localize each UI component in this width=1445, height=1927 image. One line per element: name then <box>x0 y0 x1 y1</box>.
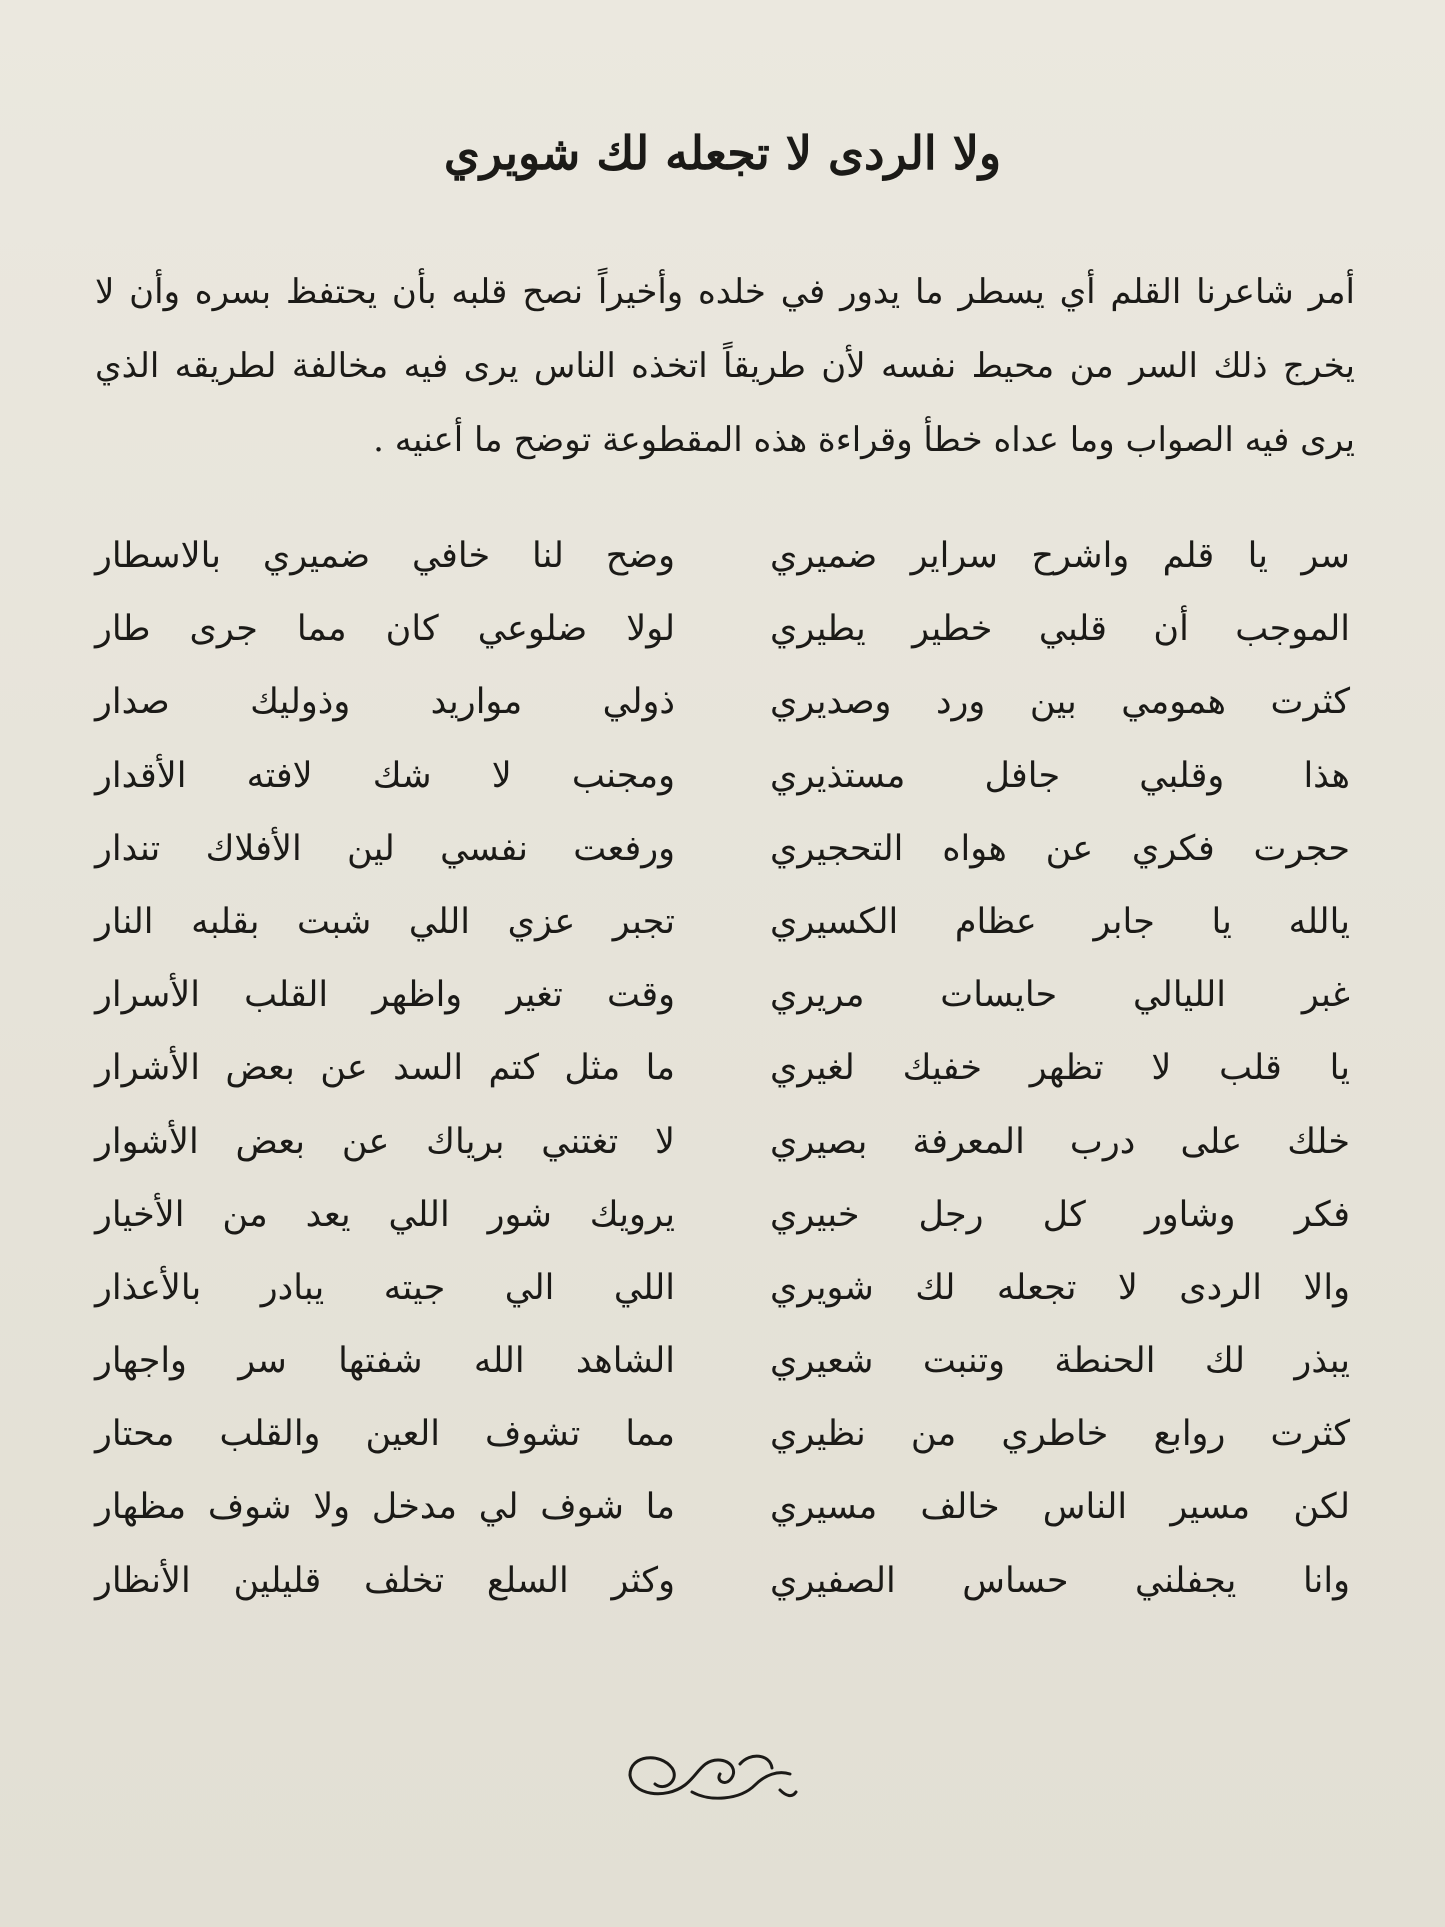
verse-line: غبر الليالي حايسات مريري <box>770 975 1350 1016</box>
verse-line: ما شوف لي مدخل ولا شوف مظهار <box>95 1487 675 1528</box>
verse-line: تجبر عزي اللي شبت بقلبه النار <box>95 901 675 942</box>
verse-line: يبذر لك الحنطة وتنبت شعيري <box>770 1341 1350 1382</box>
verse-line: لكن مسير الناس خالف مسيري <box>770 1487 1350 1528</box>
verse-line: خلك على درب المعرفة بصيري <box>770 1121 1350 1162</box>
verse-line: وانا يجفلني حساس الصفيري <box>770 1560 1350 1601</box>
verse-line: مما تشوف العين والقلب محتار <box>95 1414 675 1455</box>
verse-line: ذولي مواريد وذوليك صدار <box>95 682 675 723</box>
verse-line: وضح لنا خافي ضميري بالاسطار <box>95 536 675 576</box>
verse-line: لا تغتني برياك عن بعض الأشوار <box>95 1121 675 1162</box>
verse-line: لولا ضلوعي كان مما جرى طار <box>95 609 675 650</box>
verse-line: يا قلب لا تظهر خفيك لغيري <box>770 1048 1350 1089</box>
intro-text: أمر شاعرنا القلم أي يسطر ما يدور في خلده وأخيراً نصح قلبه بأن يحتفظ بسره وأن لا يخرج ذلك السر من محيط نفسه لأن طريقاً اتخذه الناس يرى فيه مخالفة لطريقه الذي يرى فيه الصواب وما عداه خطأ وقراءة هذه المقطوعة توضح ما أعنيه . <box>95 272 1355 460</box>
verse-line: وقت تغير واظهر القلب الأسرار <box>95 975 675 1016</box>
verse-line: الموجب أن قلبي خطير يطيري <box>770 609 1350 650</box>
verse-line: والا الردى لا تجعله لك شويري <box>770 1267 1350 1308</box>
verse-line: الشاهد الله شفتها سر واجهار <box>95 1341 675 1382</box>
verse-line: ومجنب لا شك لافته الأقدار <box>95 755 675 796</box>
verse-line: يرويك شور اللي يعد من الأخيار <box>95 1194 675 1235</box>
poem-second-hemistichs <box>95 525 675 1623</box>
verse-line: فكر وشاور كل رجل خبيري <box>770 1194 1350 1235</box>
poem-first-hemistichs <box>770 525 1350 1623</box>
verse-line: ما مثل كتم السد عن بعض الأشرار <box>95 1048 675 1089</box>
intro-paragraph <box>95 255 1355 477</box>
verse-line: كثرت همومي بين ورد وصديري <box>770 682 1350 723</box>
verse-line: يالله يا جابر عظام الكسيري <box>770 901 1350 942</box>
verse-line: حجرت فكري عن هواه التحجيري <box>770 828 1350 869</box>
verse-line: وكثر السلع تخلف قليلين الأنظار <box>95 1560 675 1601</box>
verse-line: اللي الي جيته يبادر بالأعذار <box>95 1267 675 1308</box>
verse-line: هذا وقلبي جافل مستذيري <box>770 755 1350 796</box>
verse-line: ورفعت نفسي لين الأفلاك تندار <box>95 828 675 869</box>
flourish-ornament-icon <box>620 1740 800 1810</box>
verse-line: كثرت روابع خاطري من نظيري <box>770 1414 1350 1455</box>
verse-line: سر يا قلم واشرح سراير ضميري <box>770 536 1350 576</box>
page-title: ولا الردى لا تجعله لك شويري <box>443 125 1002 180</box>
